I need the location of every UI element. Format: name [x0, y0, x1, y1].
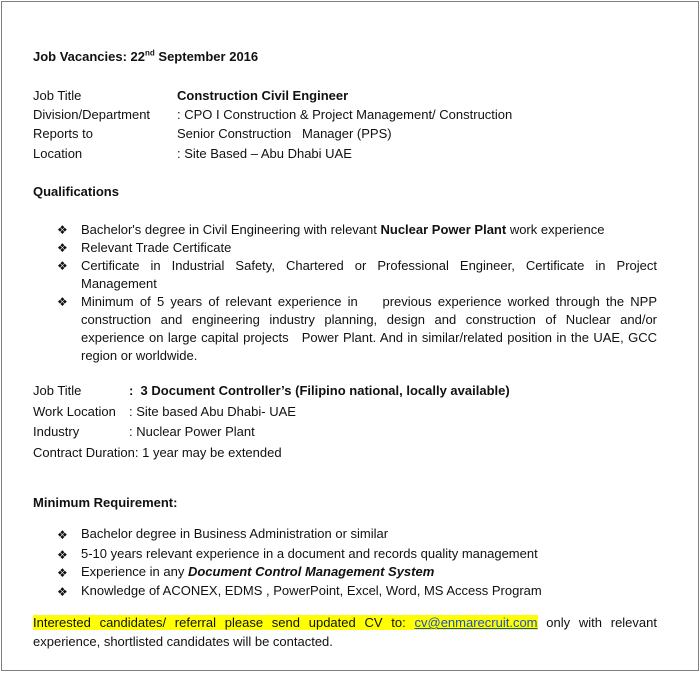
qualifications-heading: Qualifications — [33, 184, 119, 199]
footer-note: Interested candidates/ referral please send updated CV to: cv@enmarecruit.com only with relevant experience, shortlisted candidates will be contacted. — [33, 615, 657, 649]
job1-division-value: : CPO I Construction & Project Management/ Construction — [177, 107, 513, 122]
list-item: Relevant Trade Certificate — [81, 240, 232, 255]
diamond-bullet-icon: ❖ — [57, 566, 68, 580]
list-item: Bachelor's degree in Civil Engineering with relevant Nuclear Power Plant work experience — [81, 222, 605, 237]
job1-division-label: Division/Department — [33, 107, 151, 122]
job1-title-label: Job Title — [33, 88, 82, 103]
diamond-bullet-icon: ❖ — [57, 241, 68, 255]
requirements-heading: Minimum Requirement: — [33, 495, 178, 510]
page-title — [33, 49, 258, 64]
job2-industry-value: : Nuclear Power Plant — [129, 424, 255, 439]
list-item: Experience in any Document Control Management System — [81, 564, 435, 579]
job2-work-label: Work Location — [33, 404, 116, 419]
title-day-suffix: nd — [145, 48, 155, 58]
list-item: Minimum of 5 years of relevant experience in previous experience worked through the NPP construction and engineering industry planning, design and construction of Nuclear and/or experience on large capital projects Power Plant. And in similar/related position in the UAE, GCC region or worldwide. — [81, 294, 661, 363]
job1-reports-label: Reports to — [33, 126, 93, 141]
job1-location-label: Location — [33, 146, 83, 161]
diamond-bullet-icon: ❖ — [57, 548, 68, 562]
diamond-bullet-icon: ❖ — [57, 259, 68, 273]
list-item: Certificate in Industrial Safety, Chartered or Professional Engineer, Certificate in Project Management — [81, 258, 657, 291]
diamond-bullet-icon: ❖ — [57, 585, 68, 599]
job2-title-value: : 3 Document Controller’s (Filipino national, locally available) — [129, 383, 510, 398]
title-prefix: Job Vacancies: 22 — [33, 49, 146, 64]
title-date-rest: September 2016 — [154, 49, 259, 64]
job2-industry-label: Industry — [33, 424, 80, 439]
diamond-bullet-icon: ❖ — [57, 295, 68, 309]
footer-highlight: Interested candidates/ referral please send updated CV to: cv@enmarecruit.com — [33, 615, 538, 630]
diamond-bullet-icon: ❖ — [57, 223, 68, 237]
document-page — [1, 1, 699, 671]
diamond-bullet-icon: ❖ — [57, 528, 68, 542]
job1-location-value: : Site Based – Abu Dhabi UAE — [177, 146, 352, 161]
list-item: Knowledge of ACONEX, EDMS , PowerPoint, Excel, Word, MS Access Program — [81, 583, 542, 598]
list-item: Bachelor degree in Business Administration or similar — [81, 526, 389, 541]
job1-title-value: Construction Civil Engineer — [177, 88, 349, 103]
job2-work-value: : Site based Abu Dhabi- UAE — [129, 404, 296, 419]
job2-title-label: Job Title — [33, 383, 82, 398]
job2-contract-line: Contract Duration: 1 year may be extended — [33, 445, 282, 460]
job1-reports-value: Senior Construction Manager (PPS) — [177, 126, 392, 141]
list-item: 5-10 years relevant experience in a document and records quality management — [81, 546, 538, 561]
email-link[interactable]: cv@enmarecruit.com — [414, 615, 538, 630]
